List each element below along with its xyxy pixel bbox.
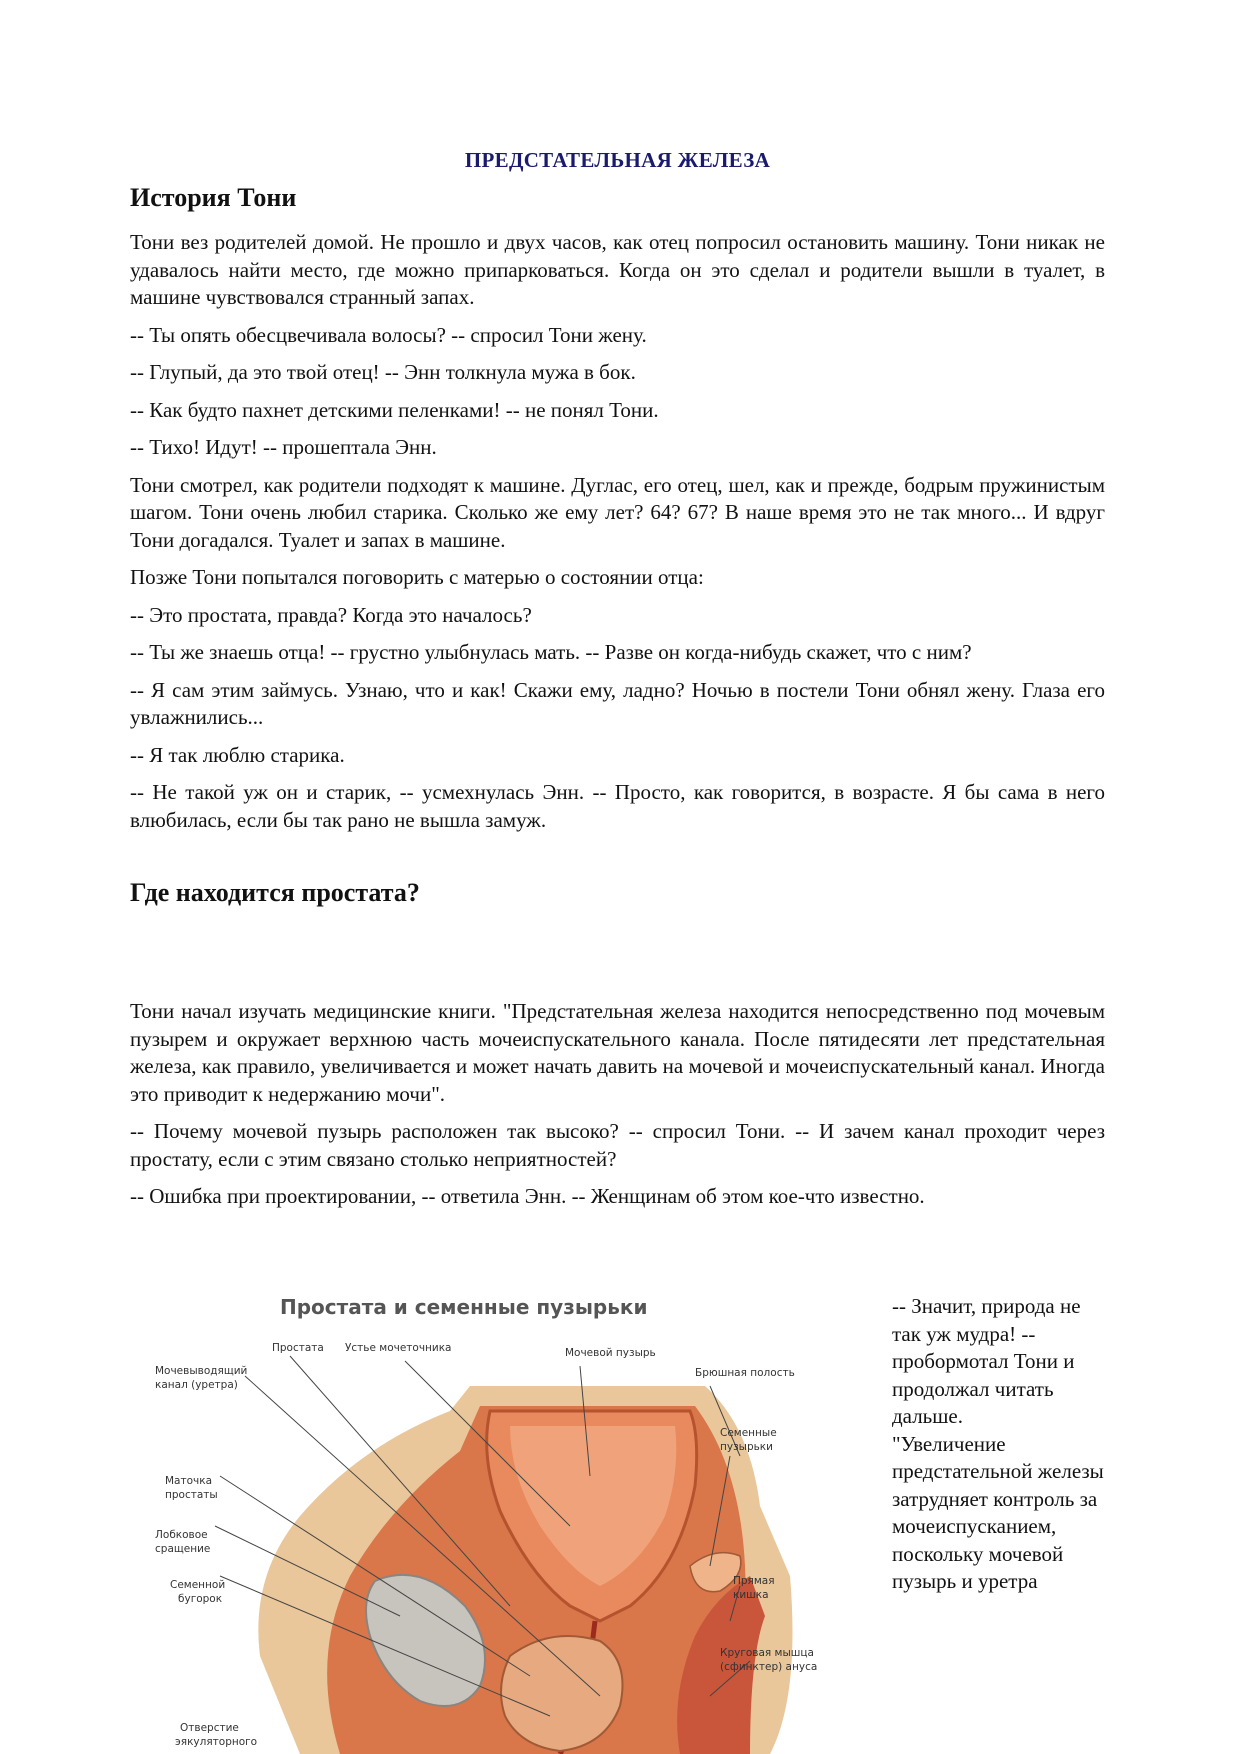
paragraph: -- Я так люблю старика. (130, 742, 345, 767)
paragraph: Тони смотрел, как родители подходят к машине. Дуглас, его отец, шел, как и прежде, бодрым пружинистым шагом. Тони очень любил старика. Сколько же ему лет? 64? 67? В наше время это не так много... И вдруг Тони догадался. Туалет и запах в машине. (130, 472, 1105, 552)
figure-title: Простата и семенные пузырьки (280, 1295, 648, 1319)
side-text (892, 1293, 1107, 1596)
paragraph: -- Не такой уж он и старик, -- усмехнулась Энн. -- Просто, как говорится, в возрасте. Я бы сама в него влюбилась, если бы так рано не вышла замуж. (130, 780, 1105, 832)
label-matochka-1: Маточка (165, 1475, 213, 1487)
paragraph: Позже Тони попытался поговорить с матерью о состоянии отца: (130, 565, 704, 589)
section-heading-location: Где находится простата? (130, 878, 420, 907)
location-text (130, 998, 1105, 1221)
label-prostata: Простата (272, 1342, 324, 1354)
paragraph: -- Ты опять обесцвечивала волосы? -- спросил Тони жену. (130, 322, 647, 347)
label-myshca-2: (сфинктер) ануса (720, 1661, 818, 1673)
label-semennye-1: Семенные (720, 1427, 777, 1439)
side-paragraph: "Увеличение предстательной железы затрудняет контроль за мочеиспусканием, поскольку мочевой пузырь и уретра (892, 1431, 1104, 1593)
label-otverstie-1: Отверстие (180, 1722, 239, 1734)
label-otverstie-2: эякуляторного (175, 1736, 258, 1748)
paragraph: -- Ошибка при проектировании, -- ответила Энн. -- Женщинам об этом кое-что известно. (130, 1184, 925, 1208)
paragraph: -- Тихо! Идут! -- прошептала Энн. (130, 435, 437, 459)
label-pryamaya-2: кишка (733, 1589, 769, 1601)
label-puzyr: Мочевой пузырь (565, 1347, 656, 1359)
paragraph: Тони вез родителей домой. Не прошло и двух часов, как отец попросил остановить машину. Тони никак не удавалось найти место, где можно припарковаться. Когда он это сделал и родители вышли в туалет, в машине чувствовался странный запах. (130, 230, 1105, 309)
paragraph: -- Почему мочевой пузырь расположен так высоко? -- спросил Тони. -- И зачем канал проходит через простату, если с этим связано столько неприятностей? (130, 1119, 1105, 1171)
label-bugorok-1: Семенной (170, 1579, 226, 1591)
label-semennye-2: пузырьки (720, 1441, 773, 1453)
section-heading-story: История Тони (130, 183, 297, 212)
side-paragraph: -- Значит, природа не так уж мудра! -- пробормотал Тони и продолжал читать дальше. (892, 1294, 1081, 1428)
prostate-diagram (150, 1276, 890, 1754)
anatomy-illustration (150, 1276, 890, 1754)
label-lobkovoe-1: Лобковое (155, 1529, 208, 1541)
label-kanal-1: Мочевыводящий (155, 1365, 248, 1377)
paragraph: -- Глупый, да это твой отец! -- Энн толкнула мужа в бок. (130, 360, 636, 384)
label-ustie: Устье мочеточника (345, 1342, 452, 1354)
paragraph: -- Я сам этим займусь. Узнаю, что и как! Скажи ему, ладно? Ночью в постели Тони обнял жену. Глаза его увлажнились... (130, 677, 1105, 729)
label-bryushnaya: Брюшная полость (695, 1367, 795, 1379)
document-title: ПРЕДСТАТЕЛЬНАЯ ЖЕЛЕЗА (464, 148, 771, 172)
label-myshca-1: Круговая мышца (720, 1647, 814, 1659)
label-lobkovoe-2: сращение (155, 1543, 211, 1555)
paragraph: Тони начал изучать медицинские книги. "Предстательная железа находится непосредственно под мочевым пузырем и окружает верхнюю часть мочеиспускательного канала. После пятидесяти лет предстательная железа, как правило, увеличивается и может начать давить на мочевой и мочеиспускательный канал. Иногда это приводит к недержанию мочи". (130, 999, 1105, 1106)
paragraph: -- Это простата, правда? Когда это началось? (130, 602, 532, 627)
label-matochka-2: простаты (165, 1489, 218, 1501)
label-bugorok-2: бугорок (178, 1593, 223, 1605)
paragraph: -- Ты же знаешь отца! -- грустно улыбнулась мать. -- Разве он когда-нибудь скажет, что с ним? (130, 640, 972, 664)
label-kanal-2: канал (уретра) (155, 1379, 238, 1391)
story-text (130, 229, 1105, 844)
paragraph: -- Как будто пахнет детскими пеленками! -- не понял Тони. (130, 397, 659, 422)
label-pryamaya-1: Прямая (733, 1575, 775, 1587)
